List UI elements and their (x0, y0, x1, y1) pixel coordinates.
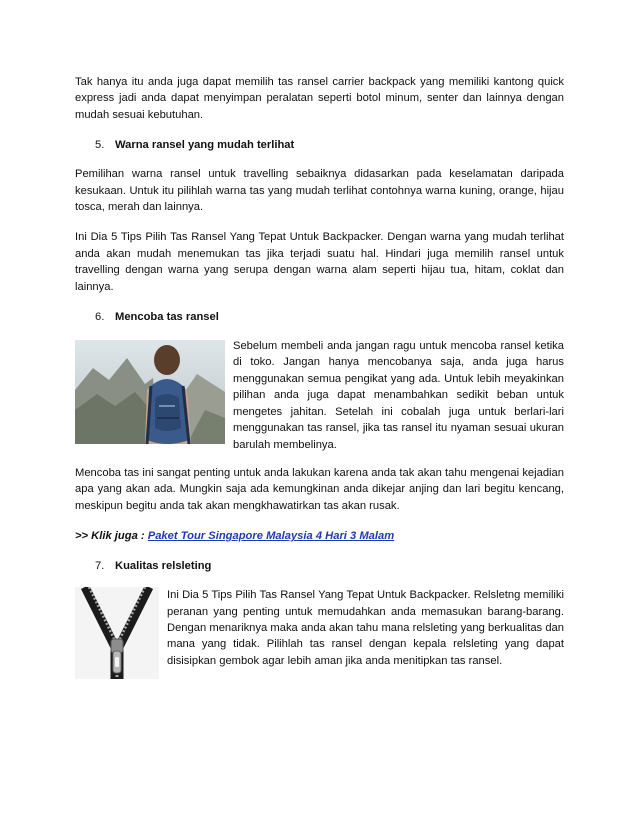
section-6-media-block (75, 338, 564, 453)
section-7-media-block (75, 587, 564, 679)
section-7-side-text: Ini Dia 5 Tips Pilih Tas Ransel Yang Tepat Untuk Backpacker. Relsletng memiliki peranan yang penting untuk memudahkan anda memasukan barang-barang. Dengan menariknya maka anda akan tahu mana relsleting yang berkualitas dan mana yang tidak. Pilihlah tas ransel dengan kepala relsleting yang dapat disisipkan gembok agar lebih aman jika anda menitipkan tas ransel. (167, 589, 564, 667)
section-6-heading (95, 309, 564, 325)
related-article-link[interactable]: Paket Tour Singapore Malaysia 4 Hari 3 Malam (147, 530, 395, 543)
section-5-number: 5. (95, 139, 105, 152)
intro-paragraph: Tak hanya itu anda juga dapat memilih tas ransel carrier backpack yang memiliki kantong quick express jadi anda dapat menyimpan peralatan seperti botol minum, senter dan lainnya dengan mudah sesuai kebutuhan. (75, 76, 564, 121)
section-7-heading (95, 558, 564, 574)
section-6-title: Mencoba tas ransel (115, 311, 219, 324)
document-page (75, 74, 564, 691)
related-link-prefix: >> Klik juga : (75, 530, 148, 543)
section-7-number: 7. (95, 560, 105, 573)
section-6-number: 6. (95, 311, 105, 324)
section-5-paragraph-1: Pemilihan warna ransel untuk travelling sebaiknya didasarkan pada keselamatan daripada kesukaan. Untuk itu pilihlah warna tas yang mudah terlihat contohnya warna kuning, orange, hijau tosca, merah dan lainnya. (75, 168, 564, 214)
zipper-photo-illustration (75, 587, 159, 679)
section-5-title: Warna ransel yang mudah terlihat (115, 139, 295, 152)
zipper-photo (75, 587, 159, 679)
section-5-heading (95, 137, 564, 153)
section-6-paragraph-2: Mencoba tas ini sangat penting untuk anda lakukan karena anda tak akan tahu mengenai kejadian apa yang akan ada. Mungkin saja ada kemungkinan anda dikejar anjing dan lari begitu kencang, meskipun begitu anda tak akan mengkhawatirkan tas akan rusak. (75, 466, 564, 512)
section-5-paragraph-2: Ini Dia 5 Tips Pilih Tas Ransel Yang Tepat Untuk Backpacker. Dengan warna yang mudah terlihat anda akan mudah menemukan tas jika terjadi suatu hal. Hindari juga memilih ransel untuk travelling dengan warna yang serupa dengan warna alam seperti hijau tua, hitam, coklat dan lainnya. (75, 231, 564, 293)
section-6-side-text: Sebelum membeli anda jangan ragu untuk mencoba ransel ketika di toko. Jangan hanya mencobanya saja, anda juga harus menggunakan semua pengikat yang ada. Untuk lebih meyakinkan pilihan anda juga dapat menambahkan sedikit beban untuk mengetes jahitan. Setelah ini cobalah juga untuk berlari-lari menggunakan tas ransel, jika tas ransel itu nyaman sesuai ukuran barulah membelinya. (233, 340, 564, 451)
section-7-title: Kualitas relsleting (115, 560, 212, 573)
backpack-photo (75, 340, 225, 444)
related-link-line (75, 528, 564, 544)
backpack-photo-illustration (75, 340, 225, 444)
